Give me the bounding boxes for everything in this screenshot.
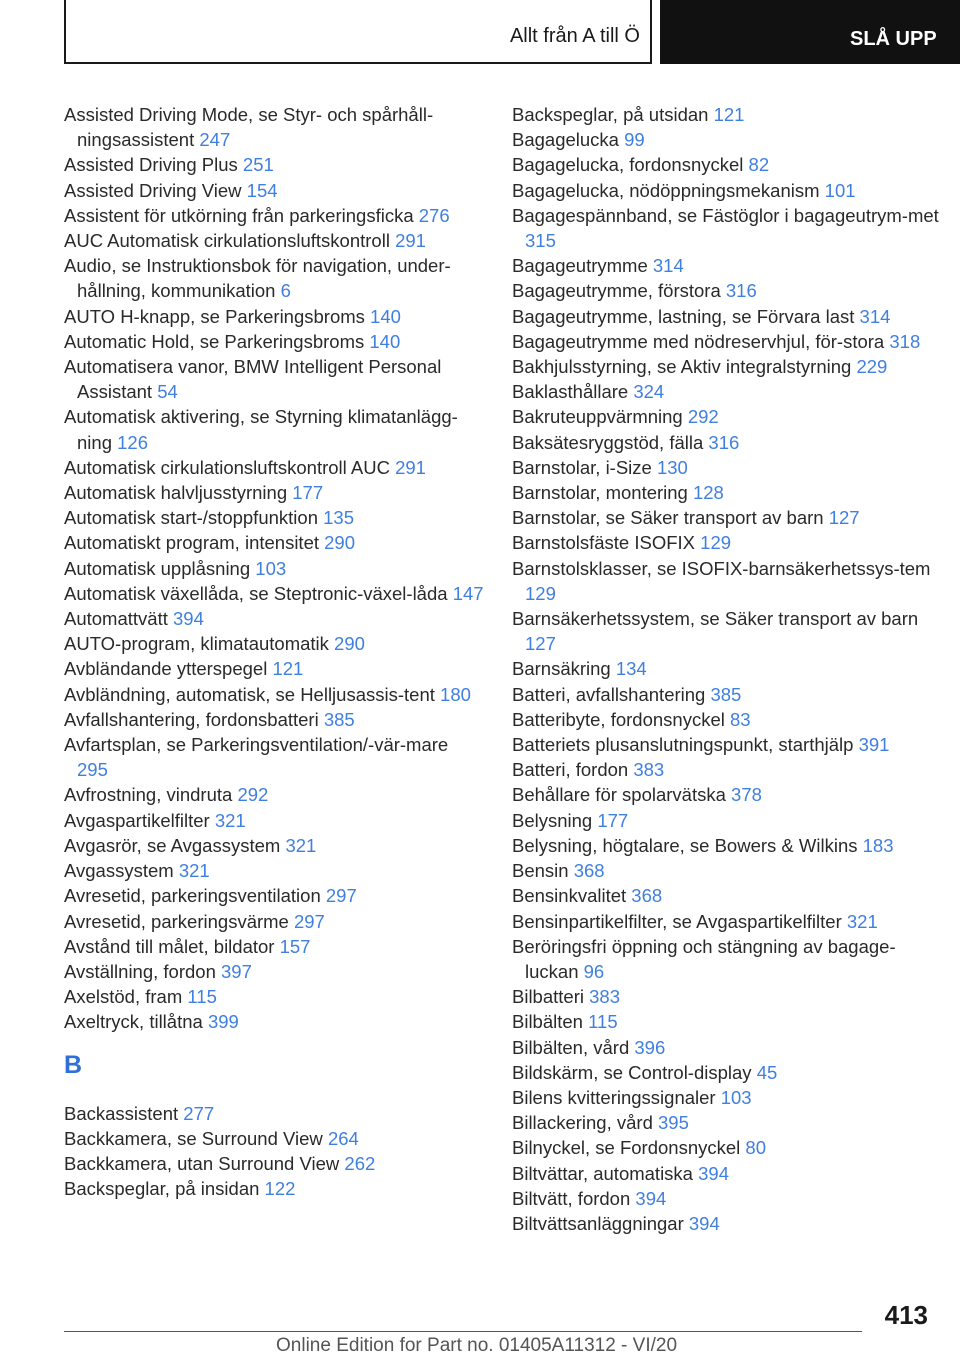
page-reference-link[interactable]: 45 (756, 1061, 778, 1083)
index-entry (512, 883, 942, 908)
section-letter-b: B (64, 1050, 83, 1079)
page-reference-link[interactable]: 276 (418, 204, 450, 226)
index-entry (64, 909, 484, 934)
index-entry-term: Biltvätt, fordon (512, 1187, 631, 1209)
index-column-left (64, 102, 484, 1201)
index-entry (512, 430, 942, 455)
index-entry-term: Bensin (512, 860, 569, 882)
index-entry-term: Bakruteuppvärmning (512, 406, 683, 428)
index-entry (512, 304, 942, 329)
index-entry (512, 1035, 942, 1060)
index-entry-term: Bildskärm, se Control-display (512, 1061, 752, 1083)
index-entry (64, 934, 484, 959)
page-reference-link[interactable]: 103 (255, 557, 287, 579)
index-entry (512, 656, 942, 681)
index-entry (64, 631, 484, 656)
index-entry (64, 228, 484, 253)
index-entry (64, 253, 484, 303)
index-entry (64, 102, 484, 152)
index-entry (512, 152, 942, 177)
page-reference-link[interactable]: 115 (588, 1011, 618, 1033)
page-reference-link[interactable]: 180 (440, 683, 471, 705)
index-entry (512, 1060, 942, 1085)
index-entry-term: Bagagelucka, nödöppningsmekanism (512, 179, 820, 201)
index-entry (512, 732, 942, 757)
page-reference-link[interactable]: 316 (708, 431, 740, 453)
index-entry (512, 1211, 942, 1236)
index-entry-term: Avresetid, parkeringsventilation (64, 885, 321, 907)
index-entry (512, 354, 942, 379)
page-reference-link[interactable]: 385 (710, 683, 742, 705)
index-entry (512, 329, 942, 354)
index-entry-term: Assistent för utkörning från parkeringsficka (64, 204, 414, 226)
index-entry-term: Batteribyte, fordonsnyckel (512, 708, 725, 730)
index-entry (64, 556, 484, 581)
index-entry-term: Barnstolar, i-Size (512, 456, 652, 478)
page-reference-link[interactable]: 130 (656, 456, 688, 478)
index-entry (512, 102, 942, 127)
index-entry-term: AUTO-program, klimatautomatik (64, 633, 329, 655)
page-reference-link[interactable]: 291 (395, 230, 426, 252)
index-entry-term: Avstånd till målet, bildator (64, 935, 275, 957)
page-reference-link[interactable]: 147 (452, 582, 484, 604)
index-entry (512, 833, 942, 858)
index-entry (64, 782, 484, 807)
index-entry-term: Avgassystem (64, 860, 174, 882)
page-reference-link[interactable]: 80 (745, 1137, 766, 1159)
index-entry (64, 178, 484, 203)
index-entry (512, 1009, 942, 1034)
page-reference-link[interactable]: 314 (859, 305, 891, 327)
entries-b (64, 1101, 484, 1202)
index-entry-term: Baksätesryggstöd, fälla (512, 431, 704, 453)
page-reference-link[interactable]: 277 (183, 1102, 215, 1124)
page-reference-link[interactable]: 399 (207, 1011, 239, 1033)
page-reference-link[interactable]: 82 (748, 154, 770, 176)
index-entry (64, 455, 484, 480)
index-entry-term: Avfallshantering, fordonsbatteri (64, 708, 319, 730)
page-reference-link[interactable]: 321 (285, 834, 317, 856)
page-reference-link[interactable]: 251 (242, 154, 274, 176)
index-entry-term: Bagagelucka (512, 129, 619, 151)
page-reference-link[interactable]: 129 (700, 532, 732, 554)
page-reference-link[interactable]: 378 (731, 784, 762, 806)
index-entry (512, 757, 942, 782)
index-entry-term: Bagageutrymme (512, 255, 648, 277)
index-column-right (512, 102, 942, 1236)
page-reference-link[interactable]: 394 (635, 1187, 667, 1209)
page-reference-link[interactable]: 115 (187, 986, 217, 1008)
index-entry-term: Axeltryck, tillåtna (64, 1011, 203, 1033)
page-reference-link[interactable]: 140 (369, 330, 401, 352)
page-reference-link[interactable]: 128 (692, 482, 724, 504)
page-reference-link[interactable]: 368 (631, 885, 663, 907)
index-entry (512, 178, 942, 203)
page-reference-link[interactable]: 140 (370, 305, 401, 327)
index-entry-term: Behållare för spolarvätska (512, 784, 726, 806)
index-entry-term: Batteriets plusanslutningspunkt, starthjälp (512, 734, 854, 756)
lookup-button[interactable] (660, 0, 960, 64)
index-entry (512, 404, 942, 429)
index-entry (64, 833, 484, 858)
page-reference-link[interactable]: 314 (652, 255, 684, 277)
index-entry-term: Barnstolsklasser, se ISOFIX-barnsäkerhetssys-tem (512, 557, 931, 579)
index-entry (64, 530, 484, 555)
page-reference-link[interactable]: 395 (658, 1112, 689, 1134)
page-reference-link[interactable]: 127 (828, 507, 860, 529)
index-entry (64, 656, 484, 681)
page-reference-link[interactable]: 99 (624, 129, 645, 151)
index-entry-term: Automatisera vanor, BMW Intelligent Personal Assistant (64, 356, 442, 403)
index-entry-term: Barnsäkerhetssystem, se Säker transport av barn (512, 608, 919, 630)
index-entry (64, 606, 484, 631)
page-reference-link[interactable]: 316 (725, 280, 757, 302)
index-entry-term: Bagagelucka, fordonsnyckel (512, 154, 744, 176)
index-entry-term: Automatisk växellåda, se Steptronic-växel-låda (64, 582, 448, 604)
index-entry-term: Automatisk aktivering, se Styrning klimatanlägg-ning (64, 406, 458, 453)
page-reference-link[interactable]: 83 (730, 708, 751, 730)
page-reference-link[interactable]: 385 (323, 708, 355, 730)
index-entry-term: Bakhjulsstyrning, se Aktiv integralstyrning (512, 356, 852, 378)
index-entry-term: Automatisk halvljusstyrning (64, 482, 288, 504)
index-entry-term: Bagageutrymme, förstora (512, 280, 721, 302)
footer-edition-text: Online Edition for Part no. 01405A11312 - VI/20 (276, 1335, 678, 1356)
page-reference-link[interactable]: 397 (221, 960, 252, 982)
index-entry (64, 883, 484, 908)
index-entry-term: Automatisk upplåsning (64, 557, 251, 579)
index-entry (64, 707, 484, 732)
index-entry (64, 581, 484, 606)
page-reference-link[interactable]: 121 (713, 104, 745, 125)
page-reference-link[interactable]: 290 (324, 532, 356, 554)
index-entry-term: Bilbatteri (512, 986, 584, 1008)
page-reference-link[interactable]: 295 (77, 759, 108, 781)
index-entry (64, 1101, 484, 1126)
page-reference-link[interactable]: 264 (327, 1127, 359, 1149)
index-entry (64, 203, 484, 228)
index-entry (64, 404, 484, 454)
entries-right (512, 102, 942, 1236)
page-reference-link[interactable]: 318 (889, 330, 921, 352)
index-entry-term: Avbländning, automatisk, se Helljusassis-tent (64, 683, 435, 705)
page-reference-link[interactable]: 321 (178, 860, 210, 882)
index-entry-term: Belysning, högtalare, se Bowers & Wilkins (512, 834, 858, 856)
index-entry-term: Batteri, avfallshantering (512, 683, 706, 705)
page-reference-link[interactable]: 183 (862, 834, 894, 856)
index-entry (512, 1135, 942, 1160)
index-entry-term: Belysning (512, 809, 593, 831)
page-reference-link[interactable]: 121 (272, 658, 304, 680)
index-entry (64, 858, 484, 883)
index-entry-term: Backkamera, utan Surround View (64, 1152, 340, 1174)
index-entry-term: Backspeglar, på utsidan (512, 104, 709, 125)
index-entry-term: Avgasrör, se Avgassystem (64, 834, 281, 856)
index-entry (512, 1085, 942, 1110)
index-entry-term: Barnstolar, se Säker transport av barn (512, 507, 824, 529)
page-reference-link[interactable]: 122 (264, 1178, 296, 1200)
index-entry-term: AUTO H-knapp, se Parkeringsbroms (64, 305, 365, 327)
index-entry (64, 1176, 484, 1201)
page-reference-link[interactable]: 321 (846, 910, 878, 932)
index-entry (64, 505, 484, 530)
page-reference-link[interactable]: 129 (525, 582, 556, 604)
index-entry-term: Batteri, fordon (512, 759, 629, 781)
index-entry (64, 808, 484, 833)
page-reference-link[interactable]: 127 (525, 633, 556, 655)
index-entry-term: Bensinkvalitet (512, 885, 627, 907)
index-entry-term: Backassistent (64, 1102, 179, 1124)
index-entry-term: Backkamera, se Surround View (64, 1127, 323, 1149)
index-entry-term: Automatic Hold, se Parkeringsbroms (64, 330, 365, 352)
index-entry (64, 1126, 484, 1151)
index-entry (512, 455, 942, 480)
index-entry (512, 556, 942, 606)
index-entry-term: Assisted Driving Plus (64, 154, 238, 176)
index-entry (512, 1161, 942, 1186)
index-entry-term: Biltvättar, automatiska (512, 1162, 693, 1184)
index-entry-term: Barnsäkring (512, 658, 611, 680)
page-reference-link[interactable]: 394 (173, 608, 204, 630)
index-entry (64, 152, 484, 177)
page-reference-link[interactable]: 154 (246, 179, 278, 201)
page-reference-link[interactable]: 126 (117, 431, 148, 453)
index-entry (512, 480, 942, 505)
page-reference-link[interactable]: 290 (334, 633, 365, 655)
page-reference-link[interactable]: 262 (344, 1152, 376, 1174)
index-entry (64, 304, 484, 329)
page-number: 413 (884, 1300, 928, 1330)
index-entry-term: Biltvättsanläggningar (512, 1212, 684, 1234)
page-reference-link[interactable]: 247 (199, 129, 231, 151)
index-entry (64, 1009, 484, 1034)
index-entry (512, 505, 942, 530)
page-reference-link[interactable]: 157 (279, 935, 311, 957)
index-entry-term: Billackering, vård (512, 1112, 653, 1134)
index-entry (64, 682, 484, 707)
page-reference-link[interactable]: 229 (856, 356, 888, 378)
index-entry-term: Automattvätt (64, 608, 168, 630)
index-entry (512, 909, 942, 934)
index-entry-term: Bilens kvitteringssignaler (512, 1086, 716, 1108)
index-entry-term: Bensinpartikelfilter, se Avgaspartikelfilter (512, 910, 842, 932)
index-entry-term: Bilbälten, vård (512, 1036, 630, 1058)
page-reference-link[interactable]: 291 (395, 456, 426, 478)
index-entry (512, 203, 942, 253)
index-entry-term: Bagagespännband, se Fästöglor i bagageutrym-met (512, 204, 939, 226)
index-entry-term: Automatisk cirkulationsluftskontroll AUC (64, 456, 390, 478)
index-entry (512, 530, 942, 555)
page-reference-link[interactable]: 321 (214, 809, 246, 831)
index-entry (512, 379, 942, 404)
footer-divider (64, 1331, 862, 1332)
index-entry-term: Beröringsfri öppning och stängning av bagage-luckan (512, 935, 896, 982)
index-entry (512, 808, 942, 833)
index-entry (512, 682, 942, 707)
index-entry (512, 1110, 942, 1135)
page-reference-link[interactable]: 368 (573, 860, 605, 882)
page-reference-link[interactable]: 394 (698, 1162, 729, 1184)
index-entry-term: Avresetid, parkeringsvärme (64, 910, 289, 932)
index-entry (512, 934, 942, 984)
index-entry-term: Assisted Driving Mode, se Styr- och spårhåll-ningsassistent (64, 104, 434, 151)
page-reference-link[interactable]: 394 (688, 1212, 720, 1234)
page-reference-link[interactable]: 292 (687, 406, 719, 428)
index-entry (64, 984, 484, 1009)
index-a-to-o-link[interactable]: Allt från A till Ö (509, 25, 640, 47)
page-reference-link[interactable]: 177 (597, 809, 629, 831)
index-entry-term: Avbländande ytterspegel (64, 658, 268, 680)
index-entry (512, 253, 942, 278)
index-entry (512, 984, 942, 1009)
page-reference-link[interactable]: 177 (292, 482, 324, 504)
page-reference-link[interactable]: 292 (237, 784, 269, 806)
index-entry (64, 480, 484, 505)
index-entry-term: Audio, se Instruktionsbok för navigation, under-hållning, kommunikation (64, 255, 451, 302)
index-entry-term: Automatisk start-/stoppfunktion (64, 507, 318, 529)
lookup-button-label: SLÅ UPP (850, 28, 937, 50)
page-reference-link[interactable]: 135 (323, 507, 354, 529)
index-entry (512, 782, 942, 807)
index-entry-term: AUC Automatisk cirkulationsluftskontroll (64, 230, 390, 252)
page-reference-link[interactable]: 96 (583, 960, 605, 982)
index-entry-term: Baklasthållare (512, 381, 629, 403)
index-entry-term: Backspeglar, på insidan (64, 1178, 260, 1200)
index-entry (512, 278, 942, 303)
page-reference-link[interactable]: 6 (280, 280, 291, 302)
index-entry-term: Avställning, fordon (64, 960, 216, 982)
page-reference-link[interactable]: 391 (858, 734, 890, 756)
index-entry-term: Barnstolar, montering (512, 482, 688, 504)
page-reference-link[interactable]: 101 (824, 179, 856, 201)
index-entry-term: Avfrostning, vindruta (64, 784, 233, 806)
index-entry (512, 1186, 942, 1211)
index-entry (512, 707, 942, 732)
index-entry-term: Bagageutrymme med nödreservhjul, för-stora (512, 330, 885, 352)
index-entry-term: Barnstolsfäste ISOFIX (512, 532, 696, 554)
index-entry (64, 354, 484, 404)
page-reference-link[interactable]: 134 (615, 658, 647, 680)
page-reference-link[interactable]: 396 (634, 1036, 666, 1058)
index-entry-term: Bilnyckel, se Fordonsnyckel (512, 1137, 741, 1159)
index-entry-term: Avfartsplan, se Parkeringsventilation/-vär-mare (64, 734, 449, 756)
index-entry (512, 606, 942, 656)
index-entry (64, 329, 484, 354)
index-entry-term: Avgaspartikelfilter (64, 809, 210, 831)
index-entry-term: Bagageutrymme, lastning, se Förvara last (512, 305, 855, 327)
index-entry (64, 732, 484, 782)
page-reference-link[interactable]: 297 (325, 885, 357, 907)
index-entry-term: Bilbälten (512, 1011, 583, 1033)
entries-a (64, 102, 484, 1035)
page-reference-link[interactable]: 383 (589, 986, 620, 1008)
index-entry (64, 1151, 484, 1176)
index-entry-term: Axelstöd, fram (64, 986, 183, 1008)
page-reference-link[interactable]: 54 (157, 381, 178, 403)
page-reference-link[interactable]: 103 (720, 1086, 752, 1108)
page-reference-link[interactable]: 297 (293, 910, 325, 932)
index-entry (512, 858, 942, 883)
index-entry-term: Assisted Driving View (64, 179, 242, 201)
index-entry-term: Automatiskt program, intensitet (64, 532, 319, 554)
page-reference-link[interactable]: 315 (525, 230, 556, 252)
page-reference-link[interactable]: 324 (633, 381, 665, 403)
index-entry (64, 959, 484, 984)
page-reference-link[interactable]: 383 (633, 759, 665, 781)
index-entry (512, 127, 942, 152)
